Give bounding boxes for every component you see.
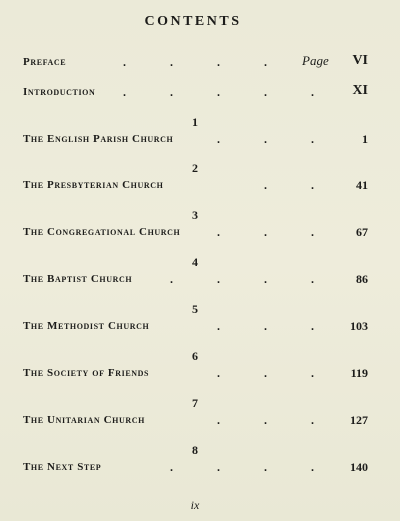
leader-dot: . [217,272,220,286]
leader-dot: . [264,55,267,69]
entry-title: The Presbyterian Church [23,179,164,191]
entry-title: Preface [23,56,67,68]
toc-entry-chapter [23,367,368,383]
leader-dot: . [170,460,173,474]
leader-dot: . [264,366,267,380]
entry-title: The Next Step [23,461,102,473]
leader-dot: . [264,319,267,333]
entry-page-number: 140 [350,460,368,474]
toc-entry-chapter [23,320,368,336]
entry-page-number: 119 [350,366,368,380]
leader-dot: . [311,132,314,146]
leader-dot: . [311,366,314,380]
leader-dot: . [123,85,126,99]
entry-title: The Congregational Church [23,226,181,238]
toc-entry-chapter [23,414,368,430]
entry-title: The Unitarian Church [23,414,145,426]
leader-dot: . [217,225,220,239]
leader-dot: . [264,413,267,427]
page-label: Page [302,53,329,68]
leader-dot: . [170,55,173,69]
chapter-number: 2 [192,161,198,175]
contents-heading: CONTENTS [144,14,242,29]
chapter-number: 6 [192,349,198,363]
leader-dot: . [170,272,173,286]
entry-title: Introduction [23,86,96,98]
toc-entry-chapter [23,273,368,289]
chapter-number: 5 [192,302,198,316]
leader-dot: . [217,85,220,99]
leader-dot: . [311,319,314,333]
leader-dot: . [264,132,267,146]
leader-dot: . [217,413,220,427]
toc-entry-introduction [23,83,368,102]
leader-dot: . [217,366,220,380]
leader-dot: . [311,225,314,239]
page-folio: ix [190,498,200,512]
entry-page-number: 103 [350,319,368,333]
entry-title: The Society of Friends [23,367,150,379]
entry-page-number: 86 [356,272,368,286]
entry-page-number: VI [352,53,368,68]
leader-dot: . [264,85,267,99]
leader-dot: . [217,132,220,146]
leader-dot: . [311,272,314,286]
leader-dot: . [311,85,314,99]
entry-page-number: 67 [356,225,368,239]
leader-dot: . [123,55,126,69]
leader-dot: . [217,319,220,333]
leader-dot: . [170,85,173,99]
toc-entry-preface [23,53,368,72]
chapter-number: 4 [192,255,198,269]
chapter-number: 1 [192,115,198,129]
toc-entry-chapter [23,133,368,149]
leader-dot: . [311,413,314,427]
leader-dot: . [264,272,267,286]
leader-dot: . [264,178,267,192]
leader-dot: . [264,225,267,239]
leader-dot: . [311,460,314,474]
entry-title: The Methodist Church [23,320,150,332]
entry-title: The Baptist Church [23,273,133,285]
leader-dot: . [217,460,220,474]
toc-entry-chapter [23,179,368,195]
chapter-number: 7 [192,396,198,410]
entry-title: The English Parish Church [23,133,174,145]
entry-page-number: XI [352,83,368,98]
entry-page-number: 41 [356,178,368,192]
leader-dot: . [264,460,267,474]
leader-dot: . [311,178,314,192]
chapter-number: 3 [192,208,198,222]
toc-entry-chapter [23,226,368,242]
entry-page-number: 127 [350,413,368,427]
leader-dot: . [217,55,220,69]
entry-page-number: 1 [362,132,368,146]
chapter-number: 8 [192,443,198,457]
toc-entry-chapter [23,461,368,477]
